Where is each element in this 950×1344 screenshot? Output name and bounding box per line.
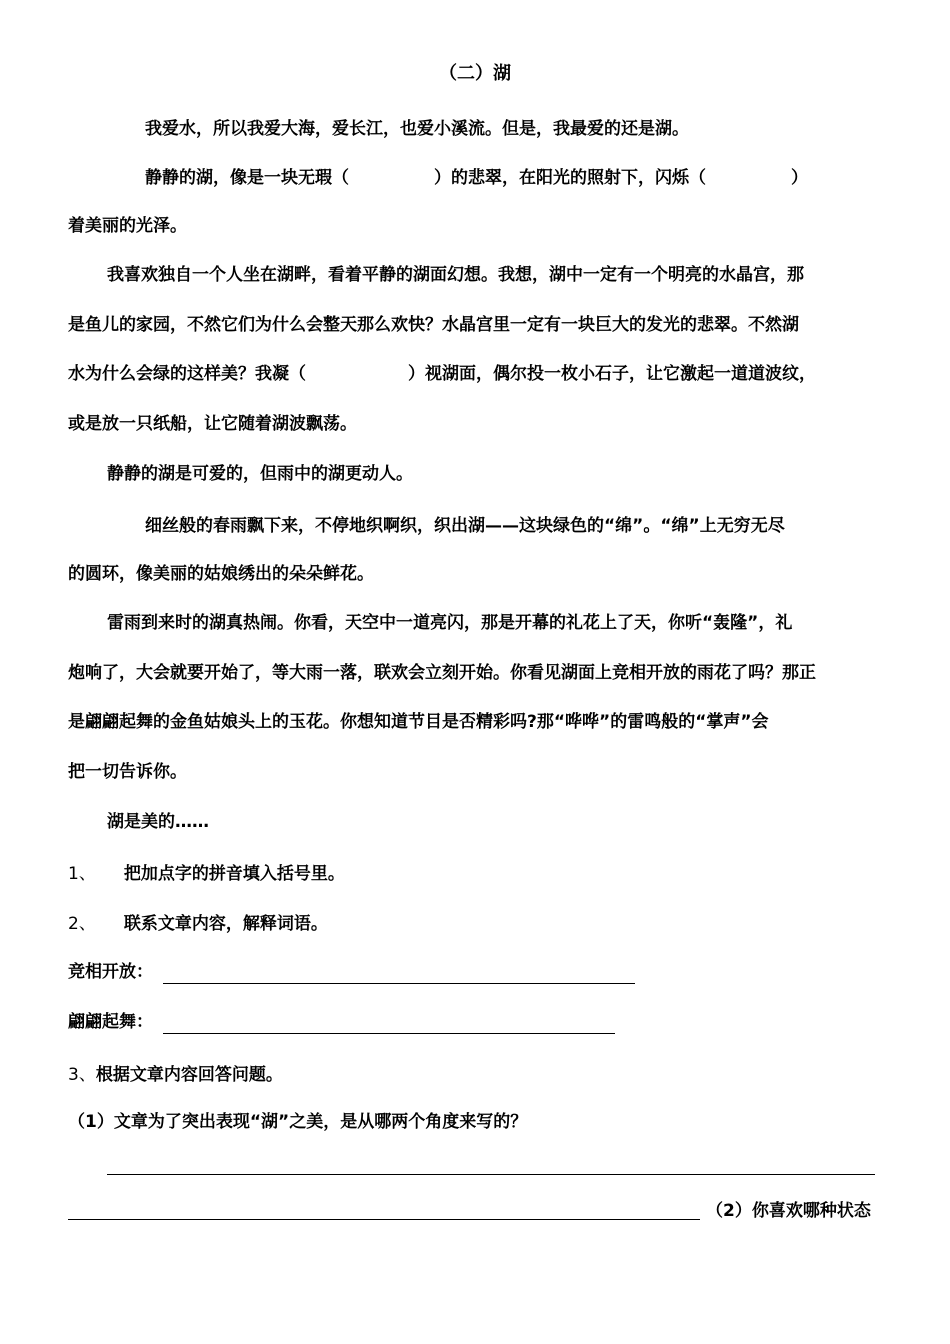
question-3 bbox=[68, 1063, 283, 1087]
question-number: （1） bbox=[68, 1112, 114, 1132]
question-text: 文章为了突出表现“湖”之美，是从哪两个角度来写的？ bbox=[113, 1112, 528, 1132]
question-3-1 bbox=[68, 1110, 527, 1134]
question-text: 根据文章内容回答问题。 bbox=[95, 1065, 283, 1085]
answer-line[interactable] bbox=[163, 983, 635, 984]
question-number: 3、 bbox=[68, 1065, 96, 1085]
term-label: 翩翩起舞： bbox=[68, 1012, 153, 1032]
question-text: 你喜欢哪种状态 bbox=[751, 1201, 871, 1221]
answer-line[interactable] bbox=[163, 1033, 615, 1034]
passage-line: 湖是美的…… bbox=[107, 812, 209, 832]
question-2 bbox=[68, 912, 328, 936]
answer-line[interactable] bbox=[68, 1219, 700, 1220]
passage-line: 是翩翩起舞的金鱼姑娘头上的玉花。你想知道节目是否精彩吗?那“哗哗”的雷鸣般的“掌声”会 bbox=[68, 712, 769, 732]
page-title: （二）湖 bbox=[439, 63, 511, 84]
term-label: 竞相开放： bbox=[68, 962, 153, 982]
question-1 bbox=[68, 862, 345, 886]
passage-line: 是鱼儿的家园，不然它们为什么会整天那么欢快？水晶宫里一定有一块巨大的发光的悲翠。不然湖 bbox=[68, 315, 799, 335]
passage-line: 着美丽的光泽。 bbox=[68, 216, 187, 236]
question-number: 1、 bbox=[68, 864, 96, 884]
question-number: 2、 bbox=[68, 914, 96, 934]
passage-line: 我爱水，所以我爱大海，爱长江，也爱小溪流。但是，我最爱的还是湖。 bbox=[145, 119, 689, 139]
passage-line: 我喜欢独自一个人坐在湖畔，看着平静的湖面幻想。我想，湖中一定有一个明亮的水晶宫，那 bbox=[107, 265, 804, 285]
passage-line: 细丝般的春雨飘下来，不停地织啊织，织出湖——这块绿色的“绵”。“绵”上无穷无尽 bbox=[145, 516, 785, 536]
passage-line: 炮响了，大会就要开始了，等大雨一落，联欢会立刻开始。你看见湖面上竞相开放的雨花了吗？那正 bbox=[68, 663, 816, 683]
passage-line: 把一切告诉你。 bbox=[68, 762, 187, 782]
question-text: 联系文章内容，解释词语。 bbox=[123, 914, 328, 934]
passage-line: 雷雨到来时的湖真热闹。你看，天空中一道亮闪，那是开幕的礼花上了天，你听“轰隆”，礼 bbox=[107, 613, 793, 633]
question-number: （2） bbox=[706, 1201, 752, 1221]
passage-line: 静静的湖，像是一块无瑕（ ）的悲翠，在阳光的照射下，闪烁（ ） bbox=[145, 168, 808, 188]
passage-line: 水为什么会绿的这样美？我凝（ ）视湖面，偶尔投一枚小石子，让它激起一道道波纹， bbox=[68, 364, 816, 384]
passage-line: 静静的湖是可爱的，但雨中的湖更动人。 bbox=[107, 464, 413, 484]
passage-line: 或是放一只纸船，让它随着湖波飘荡。 bbox=[68, 414, 357, 434]
passage-line: 的圆环，像美丽的姑娘绣出的朵朵鲜花。 bbox=[68, 564, 374, 584]
question-text: 把加点字的拼音填入括号里。 bbox=[123, 864, 345, 884]
answer-line[interactable] bbox=[107, 1174, 875, 1175]
question-3-2 bbox=[706, 1199, 871, 1223]
